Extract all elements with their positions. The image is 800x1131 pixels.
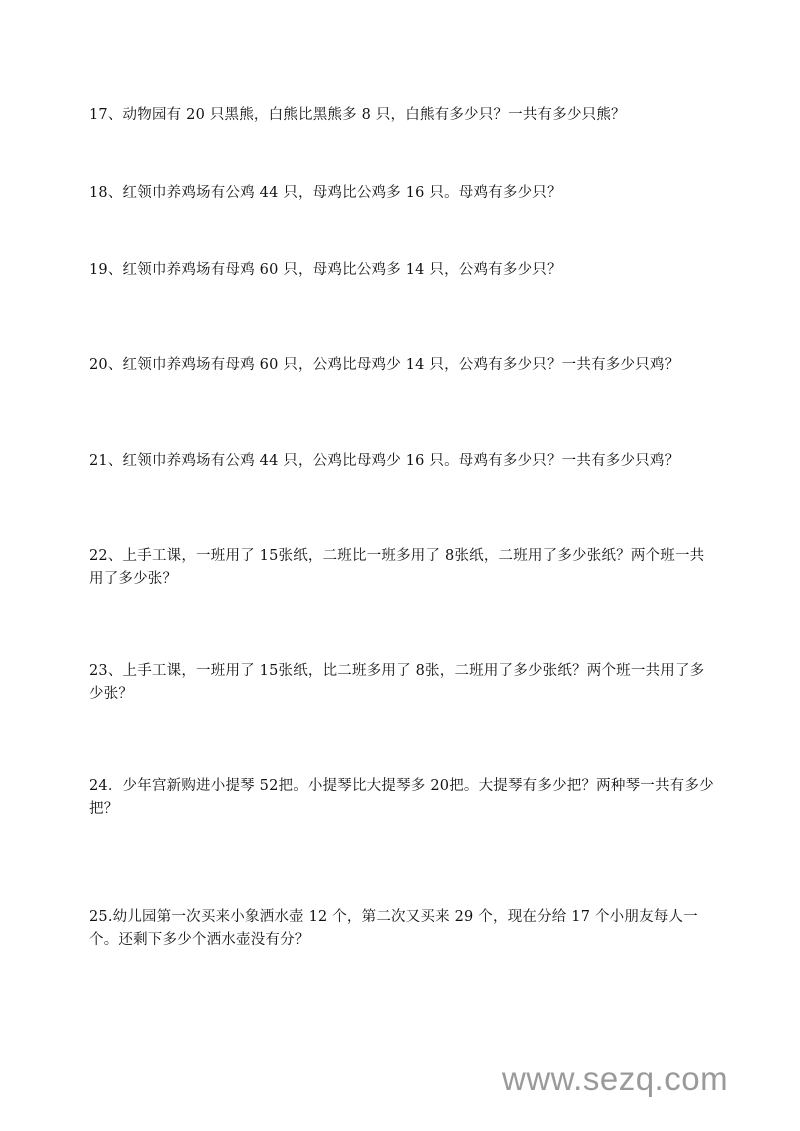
- question-23: 23、上手工课，一班用了 15张纸，比二班多用了 8张，二班用了多少张纸？两个班一共用了多少张？: [89, 663, 705, 702]
- question-25: 25.幼儿园第一次买来小象洒水壶 12 个，第二次又买来 29 个，现在分给 17 个小朋友每人一个。还剩下多少个洒水壶没有分？: [89, 909, 698, 948]
- question-17: 17、动物园有 20 只黑熊，白熊比黑熊多 8 只，白熊有多少只？一共有多少只熊？: [89, 107, 626, 123]
- question-18: 18、红领巾养鸡场有公鸡 44 只，母鸡比公鸡多 16 只。母鸡有多少只？: [89, 185, 562, 201]
- question-21: 21、红领巾养鸡场有公鸡 44 只，公鸡比母鸡少 16 只。母鸡有多少只？一共有多少只鸡？: [89, 453, 680, 469]
- watermark: www.sezq.com: [502, 1060, 729, 1097]
- question-20: 20、红领巾养鸡场有母鸡 60 只，公鸡比母鸡少 14 只，公鸡有多少只？一共有多少只鸡？: [89, 357, 680, 373]
- question-22: 22、上手工课，一班用了 15张纸，二班比一班多用了 8张纸，二班用了多少张纸？两个班一共用了多少张？: [89, 548, 705, 587]
- question-19: 19、红领巾养鸡场有母鸡 60 只，母鸡比公鸡多 14 只，公鸡有多少只？: [89, 262, 562, 278]
- question-24: 24．少年宫新购进小提琴 52把。小提琴比大提琴多 20把。大提琴有多少把？两种琴一共有多少把？: [89, 778, 714, 817]
